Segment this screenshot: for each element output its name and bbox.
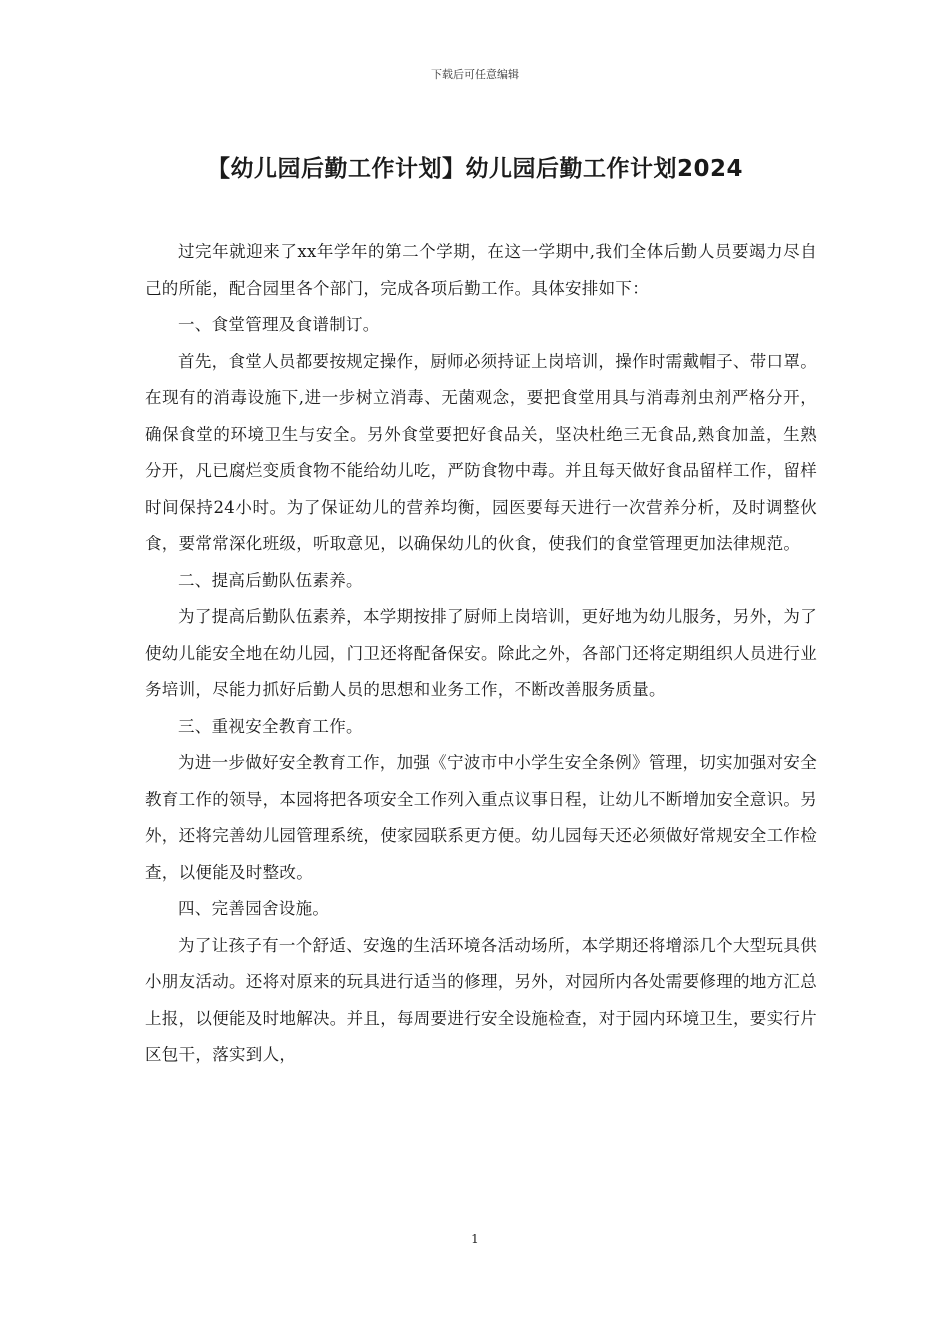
paragraph-safety: 为进一步做好安全教育工作，加强《宁波市中小学生安全条例》管理，切实加强对安全教育工作的领导，本园将把各项安全工作列入重点议事日程，让幼儿不断增加安全意识。另外，还将完善幼儿园管理系统，使家园联系更方便。幼儿园每天还必须做好常规安全工作检查，以便能及时整改。 — [145, 753, 817, 882]
paragraph-facilities: 为了让孩子有一个舒适、安逸的生活环境各活动场所，本学期还将增添几个大型玩具供小朋友活动。还将对原来的玩具进行适当的修理，另外，对园所内各处需要修理的地方汇总上报，以便能及时地解决。并且，每周要进行安全设施检查，对于园内环境卫生，要实行片区包干，落实到人， — [145, 935, 817, 1064]
paragraph-intro: 过完年就迎来了xx年学年的第二个学期，在这一学期中,我们全体后勤人员要竭力尽自己的所能，配合园里各个部门，完成各项后勤工作。具体安排如下： — [145, 242, 817, 298]
section-heading-canteen: 一、食堂管理及食谱制订。 — [178, 315, 380, 334]
section-heading-facilities: 四、完善园舍设施。 — [178, 899, 330, 918]
paragraph-canteen: 首先，食堂人员都要按规定操作，厨师必须持证上岗培训，操作时需戴帽子、带口罩。在现有的消毒设施下,进一步树立消毒、无菌观念，要把食堂用具与消毒剂虫剂严格分开，确保食堂的环境卫生与安全。另外食堂要把好食品关，坚决杜绝三无食品,熟食加盖，生熟分开，凡已腐烂变质食物不能给幼儿吃，严防食物中毒。并且每天做好食品留样工作，留样时间保持24小时。为了保证幼儿的营养均衡，园医要每天进行一次营养分析，及时调整伙食，要常常深化班级，听取意见，以确保幼儿的伙食，使我们的食堂管理更加法律规范。 — [145, 351, 817, 553]
document-title: 【幼儿园后勤工作计划】幼儿园后勤工作计划2024 — [206, 156, 743, 182]
document-body — [145, 234, 817, 1074]
section-heading-staff: 二、提高后勤队伍素养。 — [178, 570, 363, 590]
section-heading-safety: 三、重视安全教育工作。 — [178, 716, 363, 736]
page-number: 1 — [471, 1232, 479, 1246]
paragraph-staff: 为了提高后勤队伍素养，本学期按排了厨师上岗培训，更好地为幼儿服务，另外，为了使幼儿能安全地在幼儿园，门卫还将配备保安。除此之外，各部门还将定期组织人员进行业务培训，尽能力抓好后勤人员的思想和业务工作，不断改善服务质量。 — [145, 607, 817, 699]
header-note: 下载后可任意编辑 — [431, 68, 519, 81]
